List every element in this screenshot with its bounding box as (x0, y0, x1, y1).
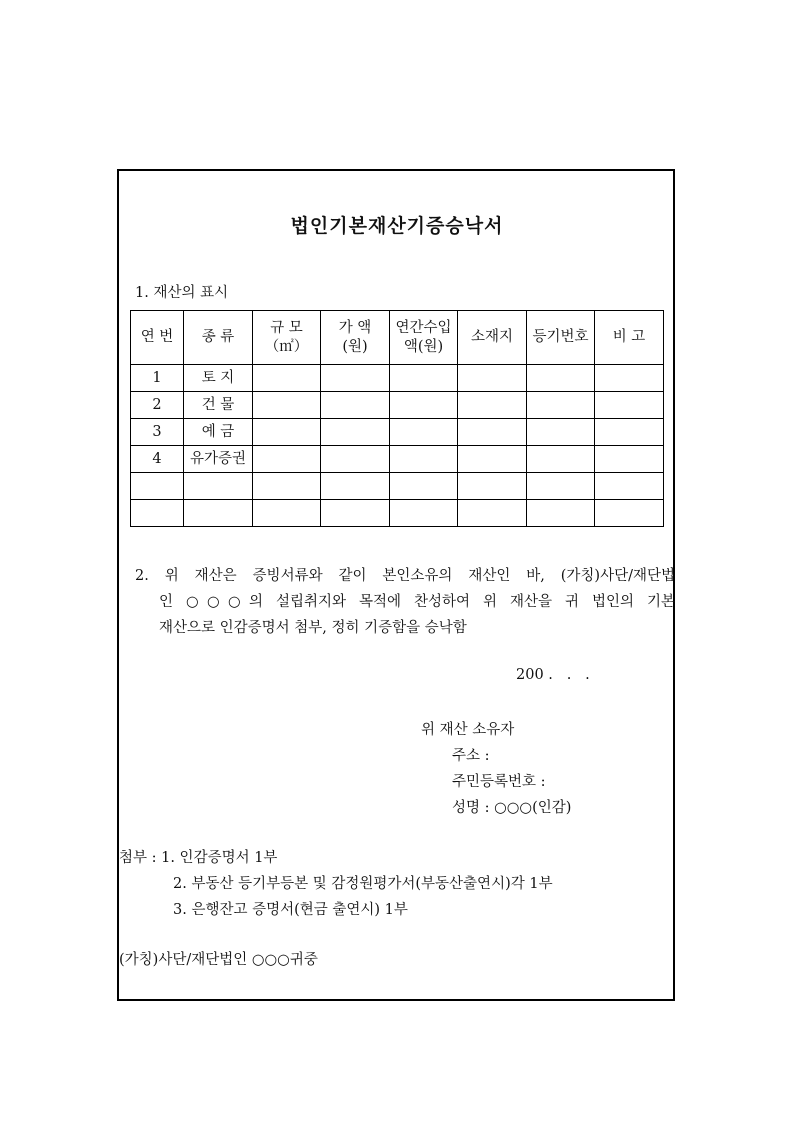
consent-statement (135, 563, 675, 641)
table-cell (253, 365, 321, 392)
column-header: 종 류 (184, 311, 253, 365)
column-header: 연 번 (131, 311, 184, 365)
table-cell: 1 (131, 365, 184, 392)
date-line: 200 . . . (516, 667, 590, 683)
table-row (131, 392, 664, 419)
table-cell (595, 500, 664, 527)
table-cell (321, 392, 390, 419)
table-cell (595, 419, 664, 446)
column-header: 등기번호 (527, 311, 595, 365)
section1-heading: 1. 재산의 표시 (135, 285, 229, 301)
owner-address: 주소 : (452, 748, 490, 764)
table-cell (253, 392, 321, 419)
table-header-row (131, 311, 664, 365)
column-header: 가 액 (원) (321, 311, 390, 365)
table-cell (184, 473, 253, 500)
attachment-item-1: 첨부 : 1. 인감증명서 1부 (119, 850, 278, 866)
table-cell (131, 473, 184, 500)
table-cell (458, 500, 527, 527)
table-cell: 2 (131, 392, 184, 419)
table-cell (321, 500, 390, 527)
table-cell (390, 365, 458, 392)
table-cell (184, 500, 253, 527)
table-cell: 유가증권 (184, 446, 253, 473)
table-cell (527, 365, 595, 392)
table-cell (595, 446, 664, 473)
column-header: 소재지 (458, 311, 527, 365)
column-header: 비 고 (595, 311, 664, 365)
table-cell (253, 446, 321, 473)
consent-line-2: 인 ○○○의 설립취지와 목적에 찬성하여 위 재산을 귀 법인의 기본 (159, 594, 675, 610)
table-cell (253, 419, 321, 446)
owner-name-seal: 성명 : ○○○(인감) (452, 800, 572, 816)
table-cell (390, 419, 458, 446)
table-cell (458, 365, 527, 392)
table-cell (390, 500, 458, 527)
table-cell: 4 (131, 446, 184, 473)
table-cell (390, 446, 458, 473)
table-row (131, 419, 664, 446)
table-cell (458, 473, 527, 500)
recipient-line: (가칭)사단/재단법인 ○○○귀중 (119, 952, 318, 968)
table-cell: 토 지 (184, 365, 253, 392)
table-cell (253, 500, 321, 527)
consent-line-3: 재산으로 인감증명서 첨부, 정히 기증함을 승낙함 (159, 620, 467, 636)
property-table (130, 310, 664, 527)
document-title: 법인기본재산기증승낙서 (290, 215, 504, 237)
table-cell (390, 473, 458, 500)
table-cell (595, 365, 664, 392)
table-cell (321, 365, 390, 392)
table-cell (253, 473, 321, 500)
consent-line-1: 2. 위 재산은 증빙서류와 같이 본인소유의 재산인 바, (가칭)사단/재단법 (135, 568, 675, 584)
attachment-item-3: 3. 은행잔고 증명서(현금 출연시) 1부 (173, 902, 408, 918)
table-row (131, 446, 664, 473)
table-cell: 건 물 (184, 392, 253, 419)
table-row (131, 365, 664, 392)
table-cell: 3 (131, 419, 184, 446)
table-cell (527, 392, 595, 419)
table-cell (458, 392, 527, 419)
table-cell (321, 419, 390, 446)
column-header: 규 모 （㎡） (253, 311, 321, 365)
owner-id-number: 주민등록번호 : (452, 774, 546, 790)
table-cell: 예 금 (184, 419, 253, 446)
table-cell (595, 392, 664, 419)
table-row (131, 500, 664, 527)
table-cell (527, 419, 595, 446)
attachment-item-2: 2. 부동산 등기부등본 및 감정원평가서(부동산출연시)각 1부 (173, 876, 553, 892)
table-cell (131, 500, 184, 527)
table-cell (390, 392, 458, 419)
table-row (131, 473, 664, 500)
owner-heading: 위 재산 소유자 (421, 722, 515, 738)
table-cell (458, 446, 527, 473)
table-cell (458, 419, 527, 446)
table-cell (527, 473, 595, 500)
table-cell (321, 473, 390, 500)
table-cell (321, 446, 390, 473)
table-cell (527, 446, 595, 473)
column-header: 연간수입 액(원) (390, 311, 458, 365)
table-cell (595, 473, 664, 500)
table-cell (527, 500, 595, 527)
